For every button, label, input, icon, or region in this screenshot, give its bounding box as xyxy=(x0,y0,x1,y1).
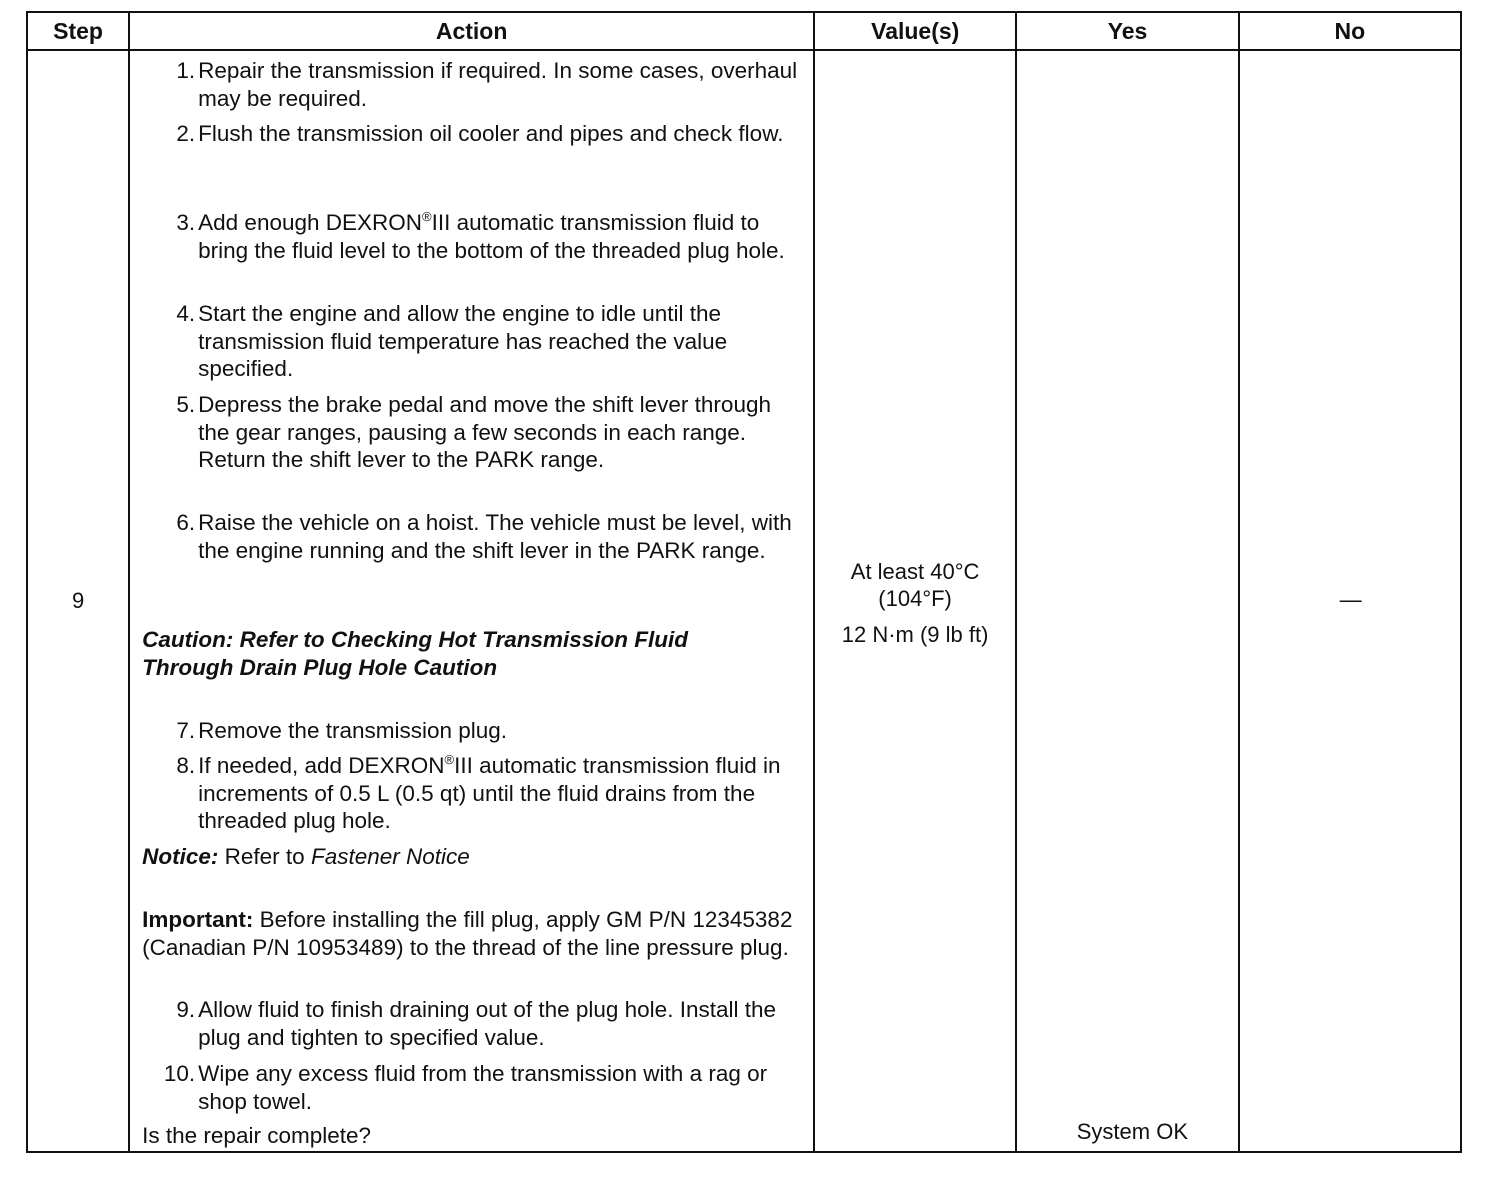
step-7-number: 7. xyxy=(176,718,196,743)
no-cell xyxy=(1239,50,1461,1152)
header-row xyxy=(27,12,1461,50)
important-label: Important: xyxy=(142,907,254,932)
step-2-number: 2. xyxy=(176,121,196,146)
step-8-text-pre: If needed, add DEXRON xyxy=(198,753,445,778)
step-4-number: 4. xyxy=(176,301,196,326)
no-result: — xyxy=(1339,587,1362,612)
notice-label: Notice: xyxy=(142,844,219,869)
step-7-text: Remove the transmission plug. xyxy=(198,718,508,743)
header-action: Action xyxy=(129,12,814,50)
step-10-text: Wipe any excess fluid from the transmission with a rag or shop towel. xyxy=(198,1061,768,1114)
header-step: Step xyxy=(27,12,129,50)
important-body: Before installing the fill plug, apply GM P/N 12345382 (Canadian P/N 10953489) to the thread of the line pressure plug. xyxy=(142,907,793,960)
notice-body: Refer to xyxy=(218,844,311,869)
yes-cell xyxy=(1016,50,1238,1152)
step-5-text: Depress the brake pedal and move the shift lever through the gear ranges, pausing a few seconds in each range. Return the shift lever to the PARK range. xyxy=(198,392,771,472)
notice-text xyxy=(142,843,808,871)
step-8-number: 8. xyxy=(176,753,196,778)
header-yes: Yes xyxy=(1016,12,1238,50)
caution-text: Caution: Refer to Checking Hot Transmission Fluid Through Drain Plug Hole Caution xyxy=(142,627,689,680)
value-temperature-c: At least 40°C xyxy=(850,559,980,584)
registered-mark: ® xyxy=(444,752,455,767)
step-8-text xyxy=(198,752,808,835)
table-row xyxy=(27,50,1461,1152)
step-3-text-pre: Add enough DEXRON xyxy=(198,210,423,235)
step-10-number: 10. xyxy=(163,1061,196,1086)
step-9-text: Allow fluid to finish draining out of the plug hole. Install the plug and tighten to specified value. xyxy=(198,997,776,1050)
important-text xyxy=(142,906,808,961)
action-cell xyxy=(129,50,814,1152)
diagnostic-table xyxy=(26,11,1462,1153)
question-text: Is the repair complete? xyxy=(142,1123,372,1148)
step-5-number: 5. xyxy=(176,392,196,417)
step-4-text: Start the engine and allow the engine to idle until the transmission fluid temperature has reached the value specified. xyxy=(198,301,728,381)
step-1-number: 1. xyxy=(176,58,196,83)
header-values: Value(s) xyxy=(814,12,1016,50)
step-1-text: Repair the transmission if required. In some cases, overhaul may be required. xyxy=(198,58,798,111)
step-number: 9 xyxy=(27,50,129,1152)
value-torque: 12 N·m (9 lb ft) xyxy=(841,622,989,647)
notice-reference: Fastener Notice xyxy=(310,844,470,869)
value-temperature-f: (104°F) xyxy=(878,586,952,611)
step-6-number: 6. xyxy=(176,510,196,535)
step-3-text xyxy=(198,209,808,264)
registered-mark: ® xyxy=(422,209,432,224)
step-3-text-post: III automatic transmission fluid to bring the fluid level to the bottom of the threaded plug hole. xyxy=(198,210,785,263)
header-no: No xyxy=(1239,12,1461,50)
step-9-number: 9. xyxy=(176,997,196,1022)
yes-result: System OK xyxy=(1076,1119,1188,1144)
step-2-text: Flush the transmission oil cooler and pipes and check flow. xyxy=(198,121,784,146)
step-8-text-post: III automatic transmission fluid in increments of 0.5 L (0.5 qt) until the fluid drains from the threaded plug hole. xyxy=(198,753,781,833)
step-6-text: Raise the vehicle on a hoist. The vehicle must be level, with the engine running and the shift lever in the PARK range. xyxy=(198,510,792,563)
step-3-number: 3. xyxy=(176,210,196,235)
value-cell xyxy=(814,50,1016,1152)
